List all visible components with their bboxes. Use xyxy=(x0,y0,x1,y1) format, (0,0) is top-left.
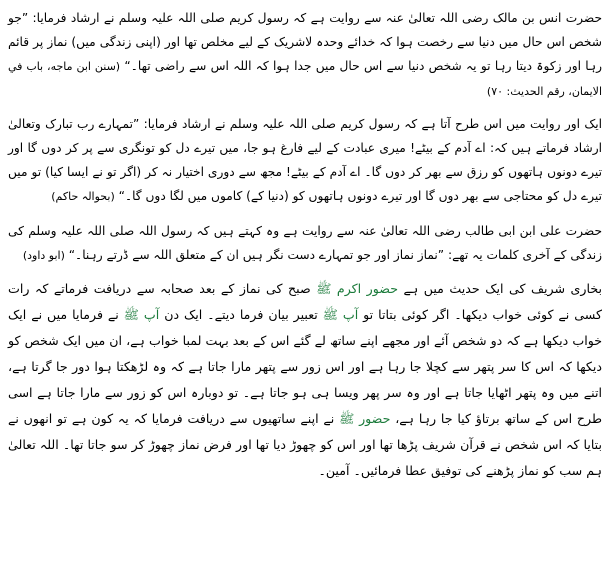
hadith-text: ایک اور روایت میں اس طرح آتا ہے کہ رسول کریم صلی اللہ علیہ وسلم نے ارشاد فرمایا: ”تمہارے رب تبارک وتعالیٰ ارشاد فرماتے ہیں کہ: اے آدم کے بیٹے! میری عبادت کے لیے فارغ ہو جا، میں تیرے دل کو تونگری سے پر کر دوں گا اور تیرے دونوں ہاتھوں کو رزق سے بھر کر دوں گا۔ اے آدم کے بیٹے! مجھ سے دوری اختیار نہ کر (اگر تو نے ایسا کیا) تو میں تیرے دل کو محتاجی سے بھر دوں گا اور تیرے دونوں ہاتھوں کو (دنیا کے) کاموں میں لگا دوں گا۔“ xyxy=(8,117,602,203)
hadith-paragraph-ali xyxy=(8,219,602,268)
honorific-phrase: آپ ﷺ xyxy=(322,307,359,322)
hadith-paragraph-rabb xyxy=(8,112,602,209)
text-segment: تعبیر بیان فرما دیتے۔ ایک دن xyxy=(164,307,318,322)
honorific-phrase: حضور اکرم ﷺ xyxy=(316,281,398,296)
hadith-reference: (سنن ابن ماجه، باب في الايمان، رقم الحديث: ٧٠) xyxy=(8,60,602,98)
honorific-phrase: حضور ﷺ xyxy=(339,411,391,426)
hadith-paragraph-bukhari xyxy=(8,276,602,484)
hadith-text: حضرت انس بن مالک رضی اللہ تعالیٰ عنہ سے روایت ہے کہ رسول کریم صلی اللہ علیہ وسلم نے ارشاد فرمایا: ”جو شخص اس حال میں دنیا سے رخصت ہوا کہ خدائے وحدہ لاشریک کے لیے مخلص تھا اور (اپنی زندگی میں) نماز پر قائم رہا اور زکوۃ دیتا رہا تو یہ شخص دنیا سے اس حال میں جدا ہوا کہ اللہ اس سے راضی تھا۔“ xyxy=(8,11,603,73)
text-segment: نے فرمایا میں نے ایک خواب دیکھا ہے کہ دو شخص آئے اور مجھے اپنے ساتھ لے گئے اس کے بعد بہت لمبا خواب ہے، ان میں ایک شخص کو دیکھا کہ اس کا سر پتھر سے کچلا جا رہا ہے اور اس زور سے پتھر مارا جاتا ہے کہ وہ لڑھکتا ہوا دور جا گرتا ہے، اتنے میں وہ پتھر اٹھایا جاتا ہے اور وہ سر پھر ویسا ہی ہو جاتا ہے۔ تو دوبارہ اس کو زور سے مارا جاتا ہے اسی طرح اس کے ساتھ برتاؤ کیا جا رہا ہے، xyxy=(8,307,602,426)
hadith-paragraph-anas xyxy=(8,6,602,104)
hadith-reference: (ابو داود) xyxy=(22,249,65,262)
honorific-phrase: آپ ﷺ xyxy=(123,307,160,322)
hadith-reference: (بحوالہ حاکم) xyxy=(51,190,115,203)
text-segment: نے اپنے ساتھیوں سے دریافت فرمایا کہ یہ کون ہے تو انھوں نے بتایا کہ اس شخص نے قرآن شریف پڑھا تھا اور اس کو چھوڑ دیا تھا اور فرض نماز چھوڑ کر سو جاتا تھا۔ اللہ تعالیٰ ہم سب کو نماز پڑھنے کی توفیق عطا فرمائیں۔ آمین۔ xyxy=(8,411,602,478)
hadith-text: حضرت علی ابن ابی طالب رضی اللہ تعالیٰ عنہ سے روایت ہے وہ کہتے ہیں کہ رسول اللہ صلی اللہ علیہ وسلم کی زندگی کے آخری کلمات یہ تھے: ”نماز نماز اور جو تمہارے دست نگر ہیں ان کے متعلق اللہ سے ڈرتے رہنا۔“ xyxy=(8,224,602,262)
text-segment: بخاری شریف کی ایک حدیث میں ہے xyxy=(403,281,602,296)
text-segment: صبح کی نماز کے بعد صحابہ سے دریافت فرماتے کہ رات کسی نے کوئی خواب دیکھا۔ اگر کوئی بتاتا تو xyxy=(8,281,602,322)
